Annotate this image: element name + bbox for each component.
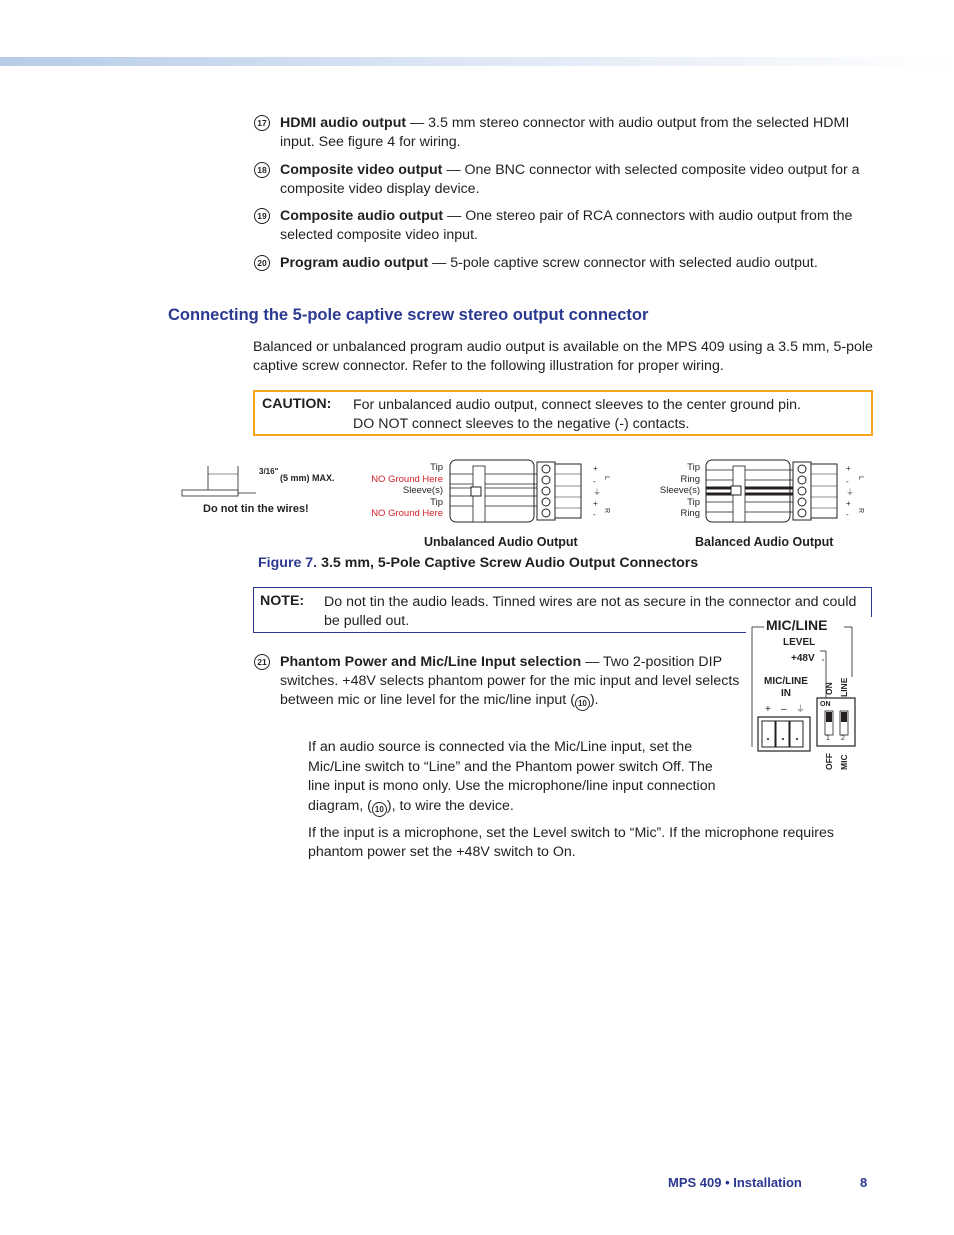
list-item: 21 Phantom Power and Mic/Line Input selection — Two 2-position DIP switches. +48V selects phantom power for the mic input and level selects between mic or line level for the mic/line input ( 10 ). <box>254 653 742 711</box>
mic-line-in-label <box>758 676 814 700</box>
svg-text:L: L <box>603 476 610 480</box>
svg-text:+: + <box>846 499 851 508</box>
svg-text:-: - <box>593 477 596 486</box>
figure-caption <box>258 555 698 571</box>
caution-line-2: DO NOT connect sleeves to the negative (-) contacts. <box>353 416 690 432</box>
in-label: IN <box>781 688 791 699</box>
caution-label: CAUTION: <box>262 396 332 412</box>
balanced-caption: Balanced Audio Output <box>695 535 834 549</box>
svg-text:-: - <box>846 477 849 486</box>
svg-text:-: - <box>593 510 596 519</box>
wire-strip-illustration <box>180 460 260 500</box>
svg-text:R: R <box>857 508 864 514</box>
ref-close: ). <box>589 692 599 708</box>
wire-label: Ring <box>680 508 700 519</box>
mic-vert-label: MIC <box>839 754 849 770</box>
item-desc: — One stereo pair of RCA connectors with audio output from the selected composite video input. <box>280 208 853 243</box>
section-heading: Connecting the 5-pole captive screw stereo output connector <box>168 306 649 324</box>
wire-label: NO Ground Here <box>371 508 443 519</box>
dip-2-label: 2 <box>841 735 845 742</box>
callout-number: 20 <box>254 255 270 271</box>
svg-text:⏚: ⏚ <box>593 488 601 497</box>
figure-7 <box>0 0 954 600</box>
item-desc: — One BNC connector with selected composite video output for a composite video display device. <box>280 162 860 197</box>
off-vert-label: OFF <box>824 753 834 770</box>
wire-label: Ring <box>680 473 700 485</box>
svg-text:+: + <box>846 464 851 473</box>
svg-text:R: R <box>603 508 610 514</box>
callout-number: 17 <box>254 115 270 131</box>
callout-ref: 10 <box>575 696 590 711</box>
section-intro: Balanced or unbalanced program audio output is available on the MPS 409 using a 3.5 mm, 5-pole captive screw connector. Refer to the following illustration for proper wiring. <box>253 339 873 374</box>
svg-text:+: + <box>593 464 598 473</box>
item-title: Phantom Power and Mic/Line Input selection <box>280 654 582 670</box>
item-desc-start: — Two <box>581 654 629 670</box>
item-desc: — 5-pole captive screw connector with selected audio output. <box>428 255 818 271</box>
wire-label: Tip <box>687 496 700 508</box>
figure-caption-text: 3.5 mm, 5-Pole Captive Screw Audio Output Connectors <box>317 555 699 571</box>
svg-text:⏚: ⏚ <box>846 488 854 497</box>
callout-number: 19 <box>254 208 270 224</box>
v48-label: +48V <box>791 653 815 664</box>
item-title: Program audio output <box>280 255 429 271</box>
para1-text: If an audio source is connected via the Mic/Line input, set the Mic/Line switch to “Line” and the Phantom power switch Off. The line input is mono only. Use the microphone/line input connection diagram, ( <box>308 739 716 814</box>
item-desc-rest: 2-position DIP switches. +48V selects phantom power for the mic input and level selects between mic or line level for the mic/line input <box>280 654 740 708</box>
unbalanced-connector-diagram <box>447 458 617 524</box>
figure-number: Figure 7. <box>258 555 318 571</box>
svg-text:⏚: ⏚ <box>796 704 806 714</box>
dip-1-label: 1 <box>826 735 830 742</box>
mic-panel-title: MIC/LINE <box>766 617 828 633</box>
svg-text:L: L <box>857 476 864 480</box>
level-label: LEVEL <box>783 637 816 648</box>
svg-text:+: + <box>765 704 771 715</box>
dip-on-label: ON <box>820 701 831 708</box>
note-text: Do not tin the audio leads. Tinned wires are not as secure in the connector and could be pulled out. <box>324 594 857 629</box>
balanced-wire-labels <box>630 462 700 520</box>
caution-line-1: For unbalanced audio output, connect sleeves to the center ground pin. <box>353 397 802 413</box>
svg-text:+: + <box>593 499 598 508</box>
microphone-paragraph: If the input is a microphone, set the Level switch to “Mic”. If the microphone requires phantom power set the +48V switch to On. <box>308 825 834 860</box>
svg-text:–: – <box>781 704 787 715</box>
page-number: 8 <box>860 1175 868 1190</box>
svg-text:-: - <box>846 510 849 519</box>
do-not-tin-label: Do not tin the wires! <box>203 503 309 515</box>
unbalanced-wire-labels <box>340 462 443 520</box>
strip-fraction: 3/16" <box>259 467 279 476</box>
mic-line-paragraph <box>308 738 728 817</box>
line-vert-label: LINE <box>839 677 849 697</box>
wire-label: Tip <box>430 496 443 508</box>
note-label: NOTE: <box>260 593 305 609</box>
footer-doc-title: MPS 409 • Installation <box>668 1175 802 1190</box>
balanced-connector-diagram <box>703 458 873 524</box>
wire-label: Tip <box>687 462 700 473</box>
unbalanced-caption: Unbalanced Audio Output <box>424 535 578 549</box>
callout-number: 21 <box>254 654 270 670</box>
strip-max: (5 mm) MAX. <box>280 473 335 483</box>
callout-ref: 10 <box>372 802 387 817</box>
para1-text-end: ), to wire the device. <box>386 797 514 814</box>
wire-label: Sleeve(s) <box>402 485 443 496</box>
on-vert-label: ON <box>824 682 834 695</box>
mic-line-panel <box>746 617 872 775</box>
wire-label: Tip <box>430 462 443 473</box>
mic-line-label: MIC/LINE <box>764 676 808 687</box>
wire-label: NO Ground Here <box>371 473 443 485</box>
item-title: Composite video output <box>280 162 443 178</box>
item-title: HDMI audio output <box>280 115 407 131</box>
callout-number: 18 <box>254 162 270 178</box>
item-title: Composite audio output <box>280 208 444 224</box>
item-desc: — 3.5 mm stereo connector with audio output from the selected HDMI input. See figure 4 for wiring. <box>280 115 850 150</box>
wire-label: Sleeve(s) <box>659 485 700 496</box>
